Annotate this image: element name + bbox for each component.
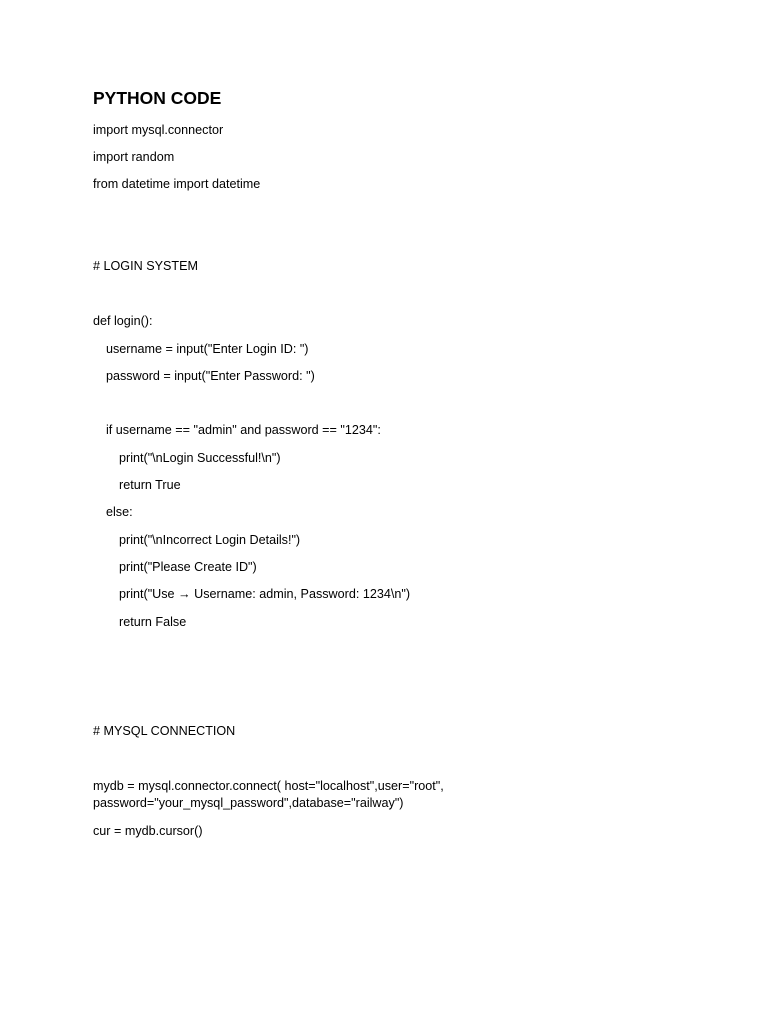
code-line: password = input("Enter Password: ") <box>106 369 315 383</box>
code-comment: # LOGIN SYSTEM <box>93 259 198 273</box>
code-line: cur = mydb.cursor() <box>93 824 203 838</box>
code-line: import mysql.connector <box>93 123 224 137</box>
code-line: print("Use → Username: admin, Password: 1234\n") <box>119 587 411 601</box>
code-line: from datetime import datetime <box>93 177 261 191</box>
code-line: password="your_mysql_password",database="railway") <box>93 796 404 810</box>
code-line: def login(): <box>93 314 153 328</box>
code-line: print("Please Create ID") <box>119 560 257 574</box>
code-line: import random <box>93 150 175 164</box>
code-line: username = input("Enter Login ID: ") <box>106 342 309 356</box>
code-line: print("\nLogin Successful!\n") <box>119 451 281 465</box>
document-title: PYTHON CODE <box>93 88 222 108</box>
code-line: return True <box>119 478 181 492</box>
code-line: else: <box>106 505 133 519</box>
code-line: mydb = mysql.connector.connect( host="localhost",user="root", <box>93 779 444 793</box>
code-line: return False <box>119 615 187 629</box>
code-comment: # MYSQL CONNECTION <box>93 724 236 738</box>
code-line: if username == "admin" and password == "1234": <box>106 423 381 437</box>
code-line: print("\nIncorrect Login Details!") <box>119 533 301 547</box>
